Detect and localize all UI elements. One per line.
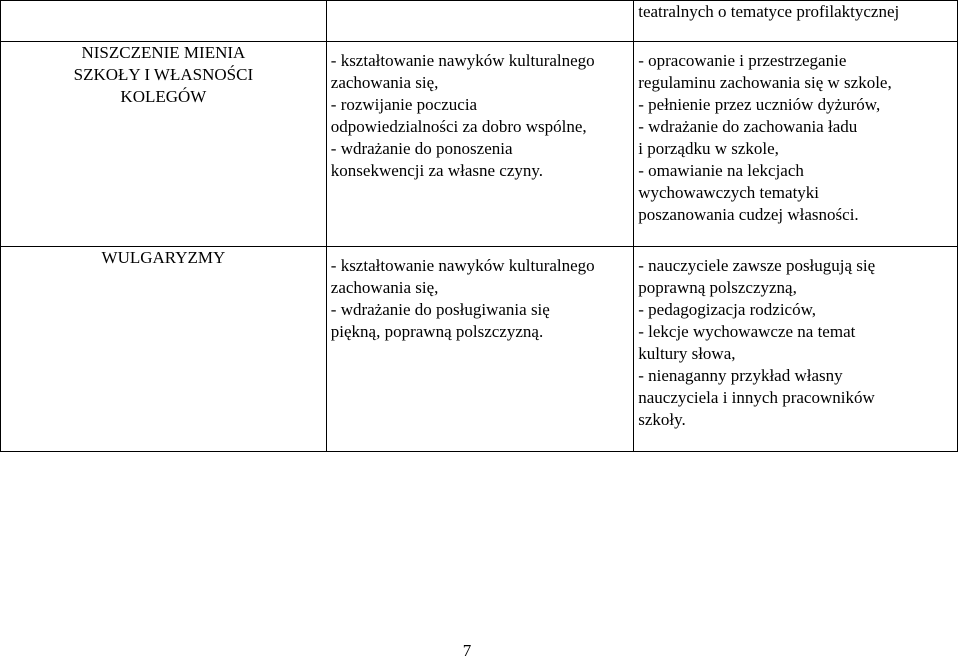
continued-actions-cell [634,1,958,42]
action-line: - omawianie na lekcjach [638,161,804,180]
goal-line: konsekwencji za własne czyny. [330,161,544,180]
action-line: kultury słowa, [638,344,736,363]
page-number: 7 [462,641,472,659]
goal-line: odpowiedzialności za dobro wspólne, [330,117,587,136]
goals-cell [326,247,633,452]
goal-line: - wdrażanie do ponoszenia [330,139,513,158]
goal-line: - rozwijanie poczucia [330,95,478,114]
empty-cell [326,1,633,42]
action-line: - pełnienie przez uczniów dyżurów, [638,95,881,114]
action-line: poszanowania cudzej własności. [638,205,859,224]
action-line: nauczyciela i innych pracowników [638,388,875,407]
action-line: - pedagogizacja rodziców, [638,300,817,319]
problem-line: SZKOŁY I WŁASNOŚCI [73,65,254,84]
action-line: wychowawczych tematyki [638,183,820,202]
goal-line: zachowania się, [330,278,439,297]
goal-line: - kształtowanie nawyków kulturalnego [330,51,595,70]
problem-line: NISZCZENIE MIENIA [81,43,246,62]
action-line: - wdrażanie do zachowania ładu [638,117,858,136]
table-row [1,247,958,452]
goal-line: zachowania się, [330,73,439,92]
goals-cell [326,42,633,247]
actions-cell [634,42,958,247]
action-line: - opracowanie i przestrzeganie [638,51,847,70]
goal-line: - kształtowanie nawyków kulturalnego [330,256,595,275]
goal-line: piękną, poprawną polszczyzną. [330,322,544,341]
table-row [1,1,958,42]
continued-text: teatralnych o tematyce profilaktycznej [638,2,900,21]
empty-cell [1,1,327,42]
action-line: regulaminu zachowania się w szkole, [638,73,892,92]
action-line: - lekcje wychowawcze na temat [638,322,856,341]
action-line: i porządku w szkole, [638,139,779,158]
problem-line: KOLEGÓW [120,87,207,106]
problem-cell [1,42,327,247]
problem-line: WULGARYZMY [101,248,226,267]
action-line: - nauczyciele zawsze posługują się [638,256,876,275]
action-line: - nienaganny przykład własny [638,366,843,385]
actions-cell [634,247,958,452]
goal-line: - wdrażanie do posługiwania się [330,300,550,319]
action-line: szkoły. [638,410,686,429]
action-line: poprawną polszczyzną, [638,278,797,297]
table-row [1,42,958,247]
problem-cell [1,247,327,452]
